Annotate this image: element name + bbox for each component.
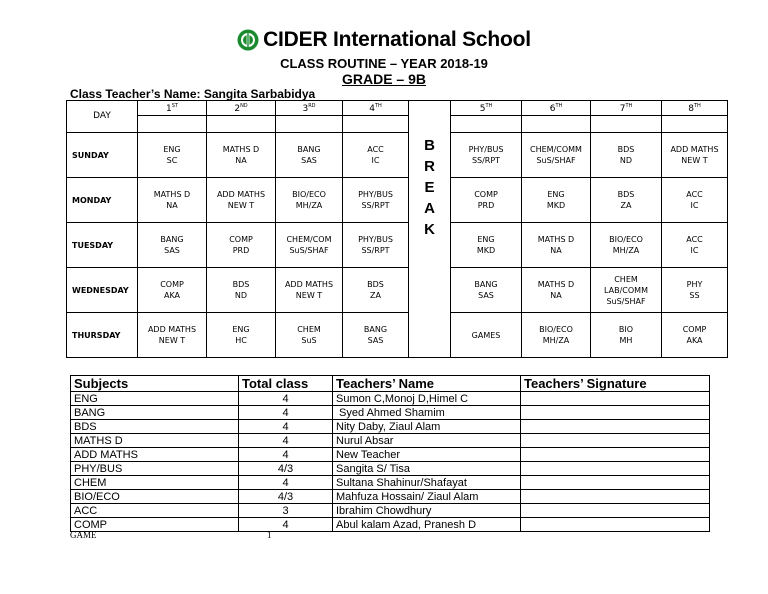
lesson-cell	[662, 133, 728, 178]
lesson-line: AKA	[686, 336, 703, 345]
lesson-cell	[591, 178, 662, 223]
lesson-line: CHEM/COM	[286, 235, 332, 244]
lesson-cell	[522, 223, 591, 268]
subject-row	[71, 392, 710, 406]
lesson-cell	[522, 133, 591, 178]
lesson-line: BDS	[617, 190, 635, 199]
period-number: 1	[166, 104, 172, 114]
lesson-line: BANG	[297, 145, 321, 154]
lesson-line: SS/RPT	[361, 246, 390, 255]
lesson-line: AKA	[163, 291, 181, 300]
period-header	[138, 101, 207, 116]
subject-name: CHEM	[71, 476, 239, 490]
lesson-line: SS/RPT	[361, 201, 390, 210]
total-class: 4	[239, 518, 333, 532]
lesson-line: ENG	[477, 235, 495, 244]
teacher-signature	[521, 420, 710, 434]
lesson-line: CHEM/COMM	[530, 145, 582, 154]
lesson-line: ZA	[620, 201, 632, 210]
lesson-line: ZA	[370, 291, 381, 300]
lesson-line: ACC	[686, 190, 703, 199]
subjects-header-row	[71, 376, 710, 392]
teachers-name: Mahfuza Hossain/ Ziaul Alam	[333, 490, 521, 504]
teacher-signature	[521, 434, 710, 448]
lesson-cell	[522, 313, 591, 358]
subject-row	[71, 490, 710, 504]
period-number: 2	[234, 104, 241, 114]
period-number: 6	[549, 104, 556, 114]
lesson-line: ACC	[686, 235, 703, 244]
lesson-line: LAB/COMM	[604, 285, 648, 295]
total-class: 4	[239, 476, 333, 490]
lesson-line: ADD MATHS	[670, 145, 719, 154]
blank-cell	[207, 116, 276, 133]
lesson-line: SAS	[164, 246, 180, 255]
period-number: 5	[479, 104, 486, 114]
lesson-cell	[343, 178, 409, 223]
lesson-line: ACC	[367, 145, 384, 154]
subject-name: ADD MATHS	[71, 448, 239, 462]
school-logo-icon	[237, 29, 259, 51]
teacher-signature	[521, 518, 710, 532]
subjects-table	[70, 375, 710, 532]
lesson-line: MATHS D	[537, 235, 575, 244]
teachers-name: Sangita S/ Tisa	[333, 462, 521, 476]
lesson-line: ND	[234, 291, 248, 300]
subject-row	[71, 476, 710, 490]
total-class: 4	[239, 392, 333, 406]
lesson-cell	[276, 178, 343, 223]
blank-cell	[662, 116, 728, 133]
subject-name: COMP	[71, 518, 239, 532]
lesson-line: ADD MATHS	[284, 280, 334, 289]
lesson-cell	[451, 268, 522, 313]
lesson-line: NA	[235, 156, 247, 165]
lesson-line: NEW T	[227, 201, 255, 210]
lesson-line: BDS	[617, 145, 635, 154]
subject-row	[71, 420, 710, 434]
day-name: THURSDAY	[67, 313, 138, 358]
school-title-row	[237, 28, 531, 52]
lesson-cell	[591, 313, 662, 358]
lesson-cell	[207, 223, 276, 268]
lesson-line: PRD	[232, 246, 250, 255]
lesson-line: IC	[690, 201, 699, 210]
teachers-name: New Teacher	[333, 448, 521, 462]
subject-row	[71, 434, 710, 448]
total-class: 4	[239, 406, 333, 420]
teachers-name: Ibrahim Chowdhury	[333, 504, 521, 518]
total-class: 4	[239, 420, 333, 434]
day-row	[67, 178, 728, 223]
lesson-cell	[591, 223, 662, 268]
lesson-cell	[343, 133, 409, 178]
lesson-line: MH/ZA	[612, 246, 640, 255]
period-header	[451, 101, 522, 116]
break-letter: K	[424, 221, 435, 238]
lesson-cell	[662, 178, 728, 223]
lesson-cell	[207, 268, 276, 313]
teacher-signature	[521, 504, 710, 518]
lesson-line: COMP	[229, 235, 253, 244]
lesson-cell	[451, 223, 522, 268]
lesson-cell	[343, 223, 409, 268]
lesson-cell	[276, 133, 343, 178]
lesson-line: NA	[166, 201, 178, 210]
lesson-line: NEW T	[295, 291, 323, 300]
lesson-line: PHY/BUS	[358, 190, 393, 199]
subject-name: BANG	[71, 406, 239, 420]
subject-row	[71, 462, 710, 476]
lesson-line: CHEM	[297, 325, 321, 334]
blank-cell	[276, 116, 343, 133]
period-blank-row	[67, 116, 728, 133]
break-column	[409, 101, 451, 358]
lesson-cell	[662, 223, 728, 268]
period-header	[662, 101, 728, 116]
lesson-cell	[207, 133, 276, 178]
teachers-name: Sumon C,Monoj D,Himel C	[333, 392, 521, 406]
day-name: TUESDAY	[67, 223, 138, 268]
lesson-line: MATHS D	[222, 145, 260, 154]
period-number: 4	[369, 104, 375, 114]
total-class: 4	[239, 448, 333, 462]
lesson-line: IC	[690, 246, 699, 255]
teachers-name: Nity Daby, Ziaul Alam	[333, 420, 521, 434]
lesson-cell	[207, 178, 276, 223]
lesson-line: NEW T	[681, 156, 708, 165]
class-teacher-name: Class Teacher’s Name: Sangita Sarbabidya	[70, 87, 316, 101]
total-class: 4/3	[239, 490, 333, 504]
lesson-line: SAS	[478, 291, 494, 300]
period-header	[591, 101, 662, 116]
lesson-cell	[343, 313, 409, 358]
lesson-cell	[662, 313, 728, 358]
period-suffix: TH	[625, 103, 633, 109]
routine-title: CLASS ROUTINE – YEAR 2018-19	[280, 56, 488, 71]
period-number: 3	[302, 104, 309, 114]
lesson-cell	[138, 313, 207, 358]
day-row	[67, 133, 728, 178]
lesson-line: BIO/ECO	[539, 325, 573, 334]
lesson-line: ENG	[232, 325, 250, 334]
total-class: 3	[239, 504, 333, 518]
lesson-line: SuS/SHAF	[289, 246, 329, 255]
routine-table	[66, 100, 728, 358]
lesson-line: SS	[689, 291, 700, 300]
lesson-line: SAS	[367, 336, 384, 345]
lesson-cell	[522, 268, 591, 313]
break-letter: E	[424, 179, 435, 196]
period-suffix: RD	[308, 103, 316, 109]
teachers-name: Syed Ahmed Shamim	[333, 406, 521, 420]
lesson-line: BDS	[232, 280, 250, 289]
lesson-line: PHY	[686, 280, 703, 289]
lesson-cell	[591, 133, 662, 178]
blank-cell	[451, 116, 522, 133]
blank-cell	[591, 116, 662, 133]
lesson-line: SuS/SHAF	[606, 296, 646, 306]
lesson-cell	[207, 313, 276, 358]
lesson-cell	[451, 313, 522, 358]
lesson-line: NA	[550, 291, 562, 300]
lesson-cell	[343, 268, 409, 313]
lesson-line: BANG	[474, 280, 498, 289]
lesson-cell	[522, 178, 591, 223]
lesson-cell	[276, 223, 343, 268]
page-header	[0, 28, 768, 87]
period-suffix: TH	[555, 103, 563, 109]
lesson-line: PHY/BUS	[358, 235, 393, 244]
lesson-line: COMP	[160, 280, 184, 289]
lesson-line: MH	[619, 336, 633, 345]
teachers-name-header: Teachers’ Name	[333, 376, 521, 392]
lesson-cell	[138, 268, 207, 313]
teachers-signature-header: Teachers’ Signature	[521, 376, 710, 392]
subjects-header: Subjects	[71, 376, 239, 392]
day-name: MONDAY	[67, 178, 138, 223]
subject-row	[71, 504, 710, 518]
subject-name: PHY/BUS	[71, 462, 239, 476]
period-number: 7	[619, 104, 626, 114]
day-header: DAY	[67, 101, 138, 133]
total-class: 4	[239, 434, 333, 448]
lesson-line: MATHS D	[153, 190, 191, 199]
subject-name: ACC	[71, 504, 239, 518]
lesson-line: ENG	[163, 145, 181, 154]
lesson-line: GAMES	[471, 330, 501, 340]
lesson-line: MH/ZA	[295, 201, 323, 210]
lesson-cell	[662, 268, 728, 313]
game-label: GAME	[70, 530, 97, 540]
day-row	[67, 223, 728, 268]
lesson-line: ADD MATHS	[216, 190, 266, 199]
blank-cell	[138, 116, 207, 133]
lesson-cell	[138, 133, 207, 178]
lesson-line: NEW T	[158, 336, 186, 345]
total-class: 4/3	[239, 462, 333, 476]
lesson-line: ENG	[547, 190, 565, 199]
teachers-name: Nurul Absar	[333, 434, 521, 448]
period-suffix: ND	[240, 103, 248, 109]
teacher-signature	[521, 490, 710, 504]
lesson-cell	[138, 178, 207, 223]
lesson-line: PHY/BUS	[468, 145, 504, 154]
lesson-line: BANG	[160, 235, 184, 244]
lesson-line: NA	[550, 246, 562, 255]
lesson-line: MATHS D	[537, 280, 575, 289]
teachers-name: Abul kalam Azad, Pranesh D	[333, 518, 521, 532]
subject-name: MATHS D	[71, 434, 239, 448]
lesson-line: HC	[235, 336, 247, 345]
teacher-signature	[521, 406, 710, 420]
subject-name: BDS	[71, 420, 239, 434]
day-name: SUNDAY	[67, 133, 138, 178]
lesson-line: SC	[166, 156, 178, 165]
teacher-signature	[521, 392, 710, 406]
teachers-name: Sultana Shahinur/Shafayat	[333, 476, 521, 490]
period-suffix: TH	[693, 103, 701, 109]
period-header	[343, 101, 409, 116]
lesson-cell	[591, 268, 662, 313]
lesson-line: SAS	[301, 156, 317, 165]
lesson-line: MKD	[546, 201, 566, 210]
lesson-line: ADD MATHS	[147, 325, 197, 334]
subject-row	[71, 518, 710, 532]
period-header-row	[67, 101, 728, 116]
day-row	[67, 268, 728, 313]
lesson-line: SuS	[301, 336, 317, 345]
break-letter: B	[424, 137, 435, 154]
period-header	[522, 101, 591, 116]
lesson-line: ND	[619, 156, 633, 165]
lesson-line: IC	[371, 156, 380, 165]
game-total: 1	[267, 530, 272, 540]
teacher-signature	[521, 476, 710, 490]
school-name: CIDER International School	[263, 28, 531, 51]
break-letter: A	[424, 200, 435, 217]
lesson-line: BIO/ECO	[609, 235, 643, 244]
subject-name: ENG	[71, 392, 239, 406]
lesson-line: MH/ZA	[542, 336, 570, 345]
teacher-signature	[521, 462, 710, 476]
lesson-line: PRD	[477, 201, 495, 210]
lesson-line: BANG	[363, 325, 388, 334]
lesson-line: COMP	[682, 325, 707, 334]
period-header	[276, 101, 343, 116]
lesson-line: SuS/SHAF	[536, 156, 576, 165]
grade-title: GRADE – 9B	[341, 71, 427, 87]
lesson-cell	[451, 133, 522, 178]
period-suffix: TH	[374, 103, 382, 109]
day-name: WEDNESDAY	[67, 268, 138, 313]
lesson-line: SS/RPT	[471, 156, 501, 165]
total-class-header: Total class	[239, 376, 333, 392]
lesson-cell	[276, 268, 343, 313]
day-row	[67, 313, 728, 358]
blank-cell	[343, 116, 409, 133]
lesson-line: MKD	[476, 246, 496, 255]
period-suffix: ST	[171, 103, 178, 109]
lesson-line: CHEM	[614, 274, 638, 284]
lesson-line: BDS	[367, 280, 384, 289]
teacher-signature	[521, 448, 710, 462]
blank-cell	[522, 116, 591, 133]
break-letter: R	[424, 158, 435, 175]
period-suffix: TH	[485, 103, 493, 109]
subject-row	[71, 448, 710, 462]
lesson-line: BIO/ECO	[292, 190, 326, 199]
lesson-line: COMP	[474, 190, 498, 199]
lesson-cell	[451, 178, 522, 223]
lesson-line: BIO	[618, 325, 634, 334]
lesson-cell	[138, 223, 207, 268]
subject-name: BIO/ECO	[71, 490, 239, 504]
period-header	[207, 101, 276, 116]
period-number: 8	[688, 104, 694, 114]
subject-row	[71, 406, 710, 420]
lesson-cell	[276, 313, 343, 358]
